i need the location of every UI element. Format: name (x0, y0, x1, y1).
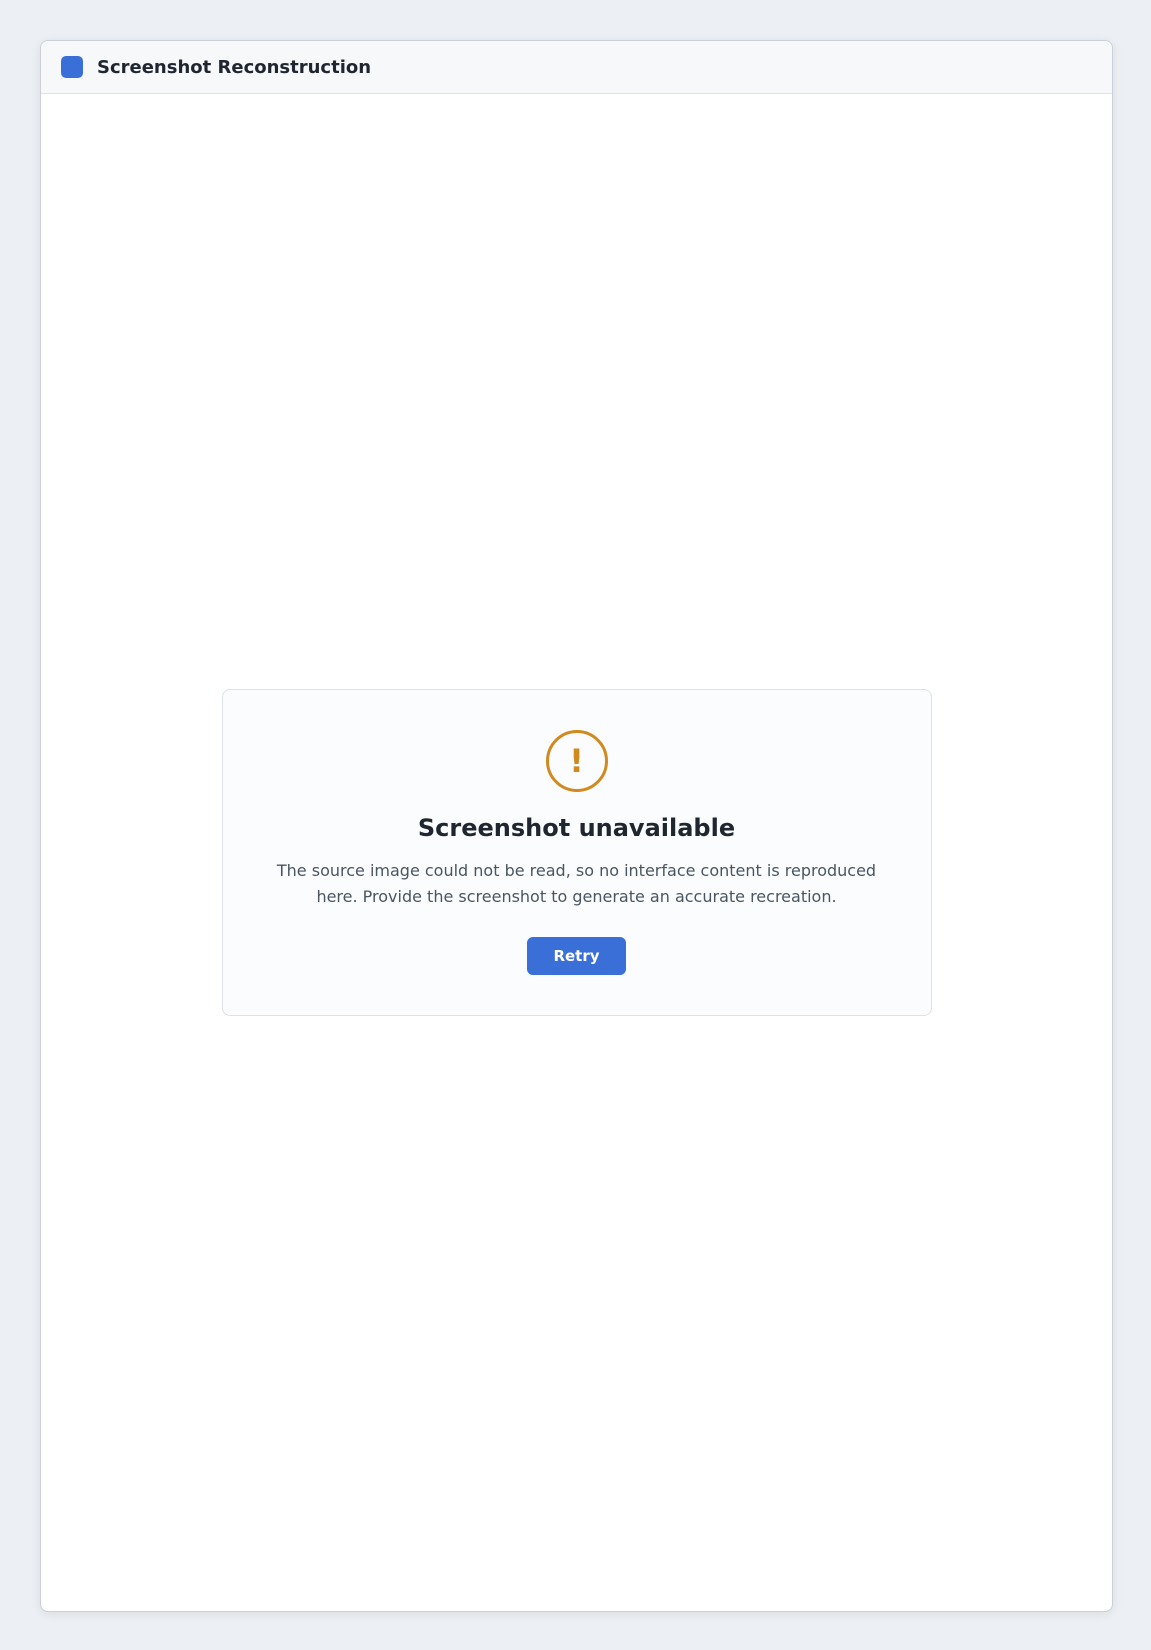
retry-button[interactable]: Retry (527, 937, 625, 975)
title-bar (41, 41, 1112, 94)
main-area (41, 94, 1112, 1611)
notice-heading: Screenshot unavailable (417, 813, 736, 842)
window-title: Screenshot Reconstruction (97, 56, 372, 78)
app-window (40, 40, 1113, 1612)
notice-message: The source image could not be read, so no interface content is reproduced here. Provide the screenshot to generate an accurate recreation. (276, 860, 877, 906)
warning-icon: ! (546, 730, 608, 792)
notice-card (222, 689, 932, 1016)
app-icon (61, 56, 83, 78)
